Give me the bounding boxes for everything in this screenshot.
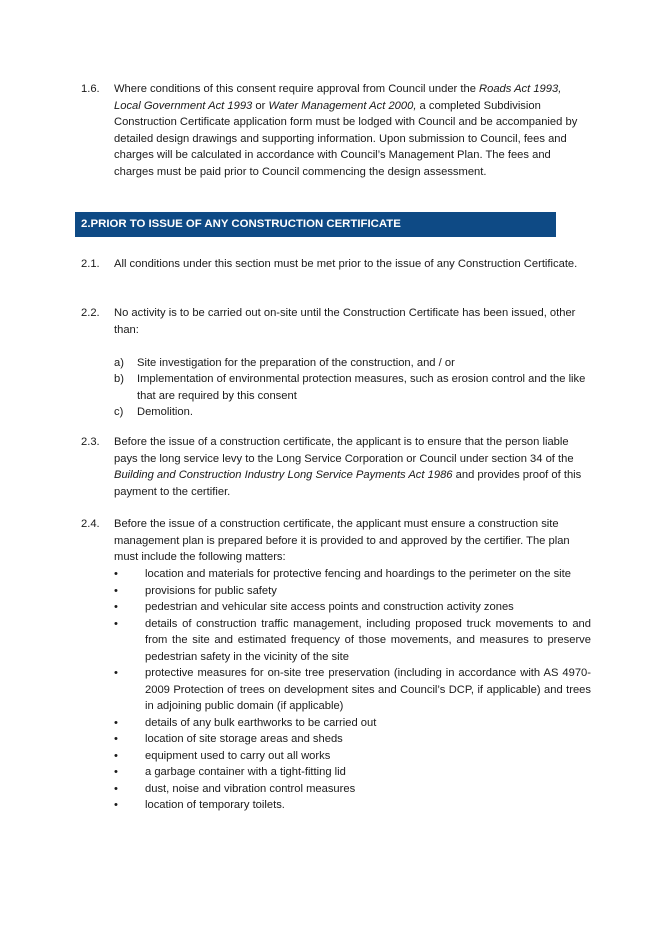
list-item-text: pedestrian and vehicular site access points and construction activity zones [145,601,514,613]
subitem-text: Demolition. [137,406,193,418]
bullet-icon: • [114,617,118,630]
condition-number: 1.6. [81,83,100,95]
condition-number: 2.3. [81,436,100,448]
text-segment: a completed Subdivision Construction Certificate application form must be lodged with Council and be accompanied by detailed design drawings and supporting information. Upon submission to Council, fees and charges will be calculated in accordance with Council’s Management Plan. The fees and charges must be paid prior to Council commencing the design assessment. [114,99,578,178]
act-name-italic: Building and Construction Industry Long Service Payments Act 1986 [114,469,453,481]
list-item [114,731,591,748]
list-item [114,665,591,715]
act-name-italic: Roads Act 1993, Local Government Act 1993 [114,83,562,112]
condition-2-1 [81,256,591,273]
text-segment: or [252,99,269,112]
subitem-a [114,355,594,372]
condition-2-3 [81,434,591,500]
bullet-icon: • [114,799,118,811]
list-item-text: location and materials for protective fencing and hoardings to the perimeter on the site [145,568,571,580]
list-item [114,764,591,781]
condition-1-6 [81,81,591,180]
condition-text [114,434,591,500]
text-segment: and provides proof of this payment to the certifier. [114,469,582,498]
condition-text: Before the issue of a construction certificate, the applicant must ensure a construction site management plan is prepared before it is provided to and approved by the certifier. The plan must include the following matters: [114,518,570,563]
condition-text: All conditions under this section must be met prior to the issue of any Construction Certificate. [114,258,578,270]
condition-number: 2.2. [81,307,100,319]
bullet-icon: • [114,782,118,795]
list-item [114,616,591,666]
bullet-icon: • [114,749,118,762]
bullet-icon: • [114,584,118,597]
list-item-text: provisions for public safety [145,584,277,597]
text-segment: Before the issue of a construction certificate, the applicant is to ensure that the person liable pays the long service levy to the Long Service Corporation or Council under section 34 of the [114,436,574,465]
subitem-b [114,371,594,404]
bullet-icon: • [114,733,118,745]
list-item-text: location of site storage areas and sheds [145,733,343,745]
condition-text: No activity is to be carried out on-site until the Construction Certificate has been issued, other than: [114,307,576,336]
act-name-italic: Water Management Act 2000, [268,99,417,112]
site-management-plan-list [114,566,591,814]
list-item [114,797,591,814]
list-item-text: details of any bulk earthworks to be carried out [145,716,377,729]
list-item-text: equipment used to carry out all works [145,749,331,762]
section-2-heading: 2.PRIOR TO ISSUE OF ANY CONSTRUCTION CERTIFICATE [75,212,556,237]
list-item-text: a garbage container with a tight-fitting lid [145,766,346,778]
list-item [114,583,591,600]
list-item-text: details of construction traffic management, including proposed truck movements to and from the site and estimated frequency of those movements, and measures to preserve pedestrian safety in the vicinity of the site [145,617,591,663]
condition-text [114,81,591,180]
list-item-text: protective measures for on-site tree preservation (including in accordance with AS 4970-2009 Protection of trees on development sites and Council’s DCP, if applicable) and trees in adjoining public domain (if applicable) [145,667,591,712]
list-item [114,781,591,798]
subitem-label: c) [114,406,124,418]
bullet-icon: • [114,716,118,729]
subitem-label: b) [114,373,124,385]
bullet-icon: • [114,601,118,613]
list-item-text: location of temporary toilets. [145,799,285,811]
list-item-text: dust, noise and vibration control measures [145,782,356,795]
list-item [114,748,591,765]
list-item [114,599,591,616]
subitem-label: a) [114,357,124,369]
condition-2-4 [81,516,591,566]
text-segment: Where conditions of this consent require approval from Council under the [114,83,480,95]
condition-2-2 [81,305,591,338]
bullet-icon: • [114,766,118,778]
condition-number: 2.4. [81,518,100,530]
condition-number: 2.1. [81,258,100,270]
subitem-text: Implementation of environmental protection measures, such as erosion control and the like that are required by this consent [137,373,586,402]
bullet-icon: • [114,667,118,679]
list-item [114,715,591,732]
bullet-icon: • [114,568,118,580]
list-item [114,566,591,583]
subitem-text: Site investigation for the preparation of the construction, and / or [137,357,455,369]
subitem-c [114,404,594,421]
